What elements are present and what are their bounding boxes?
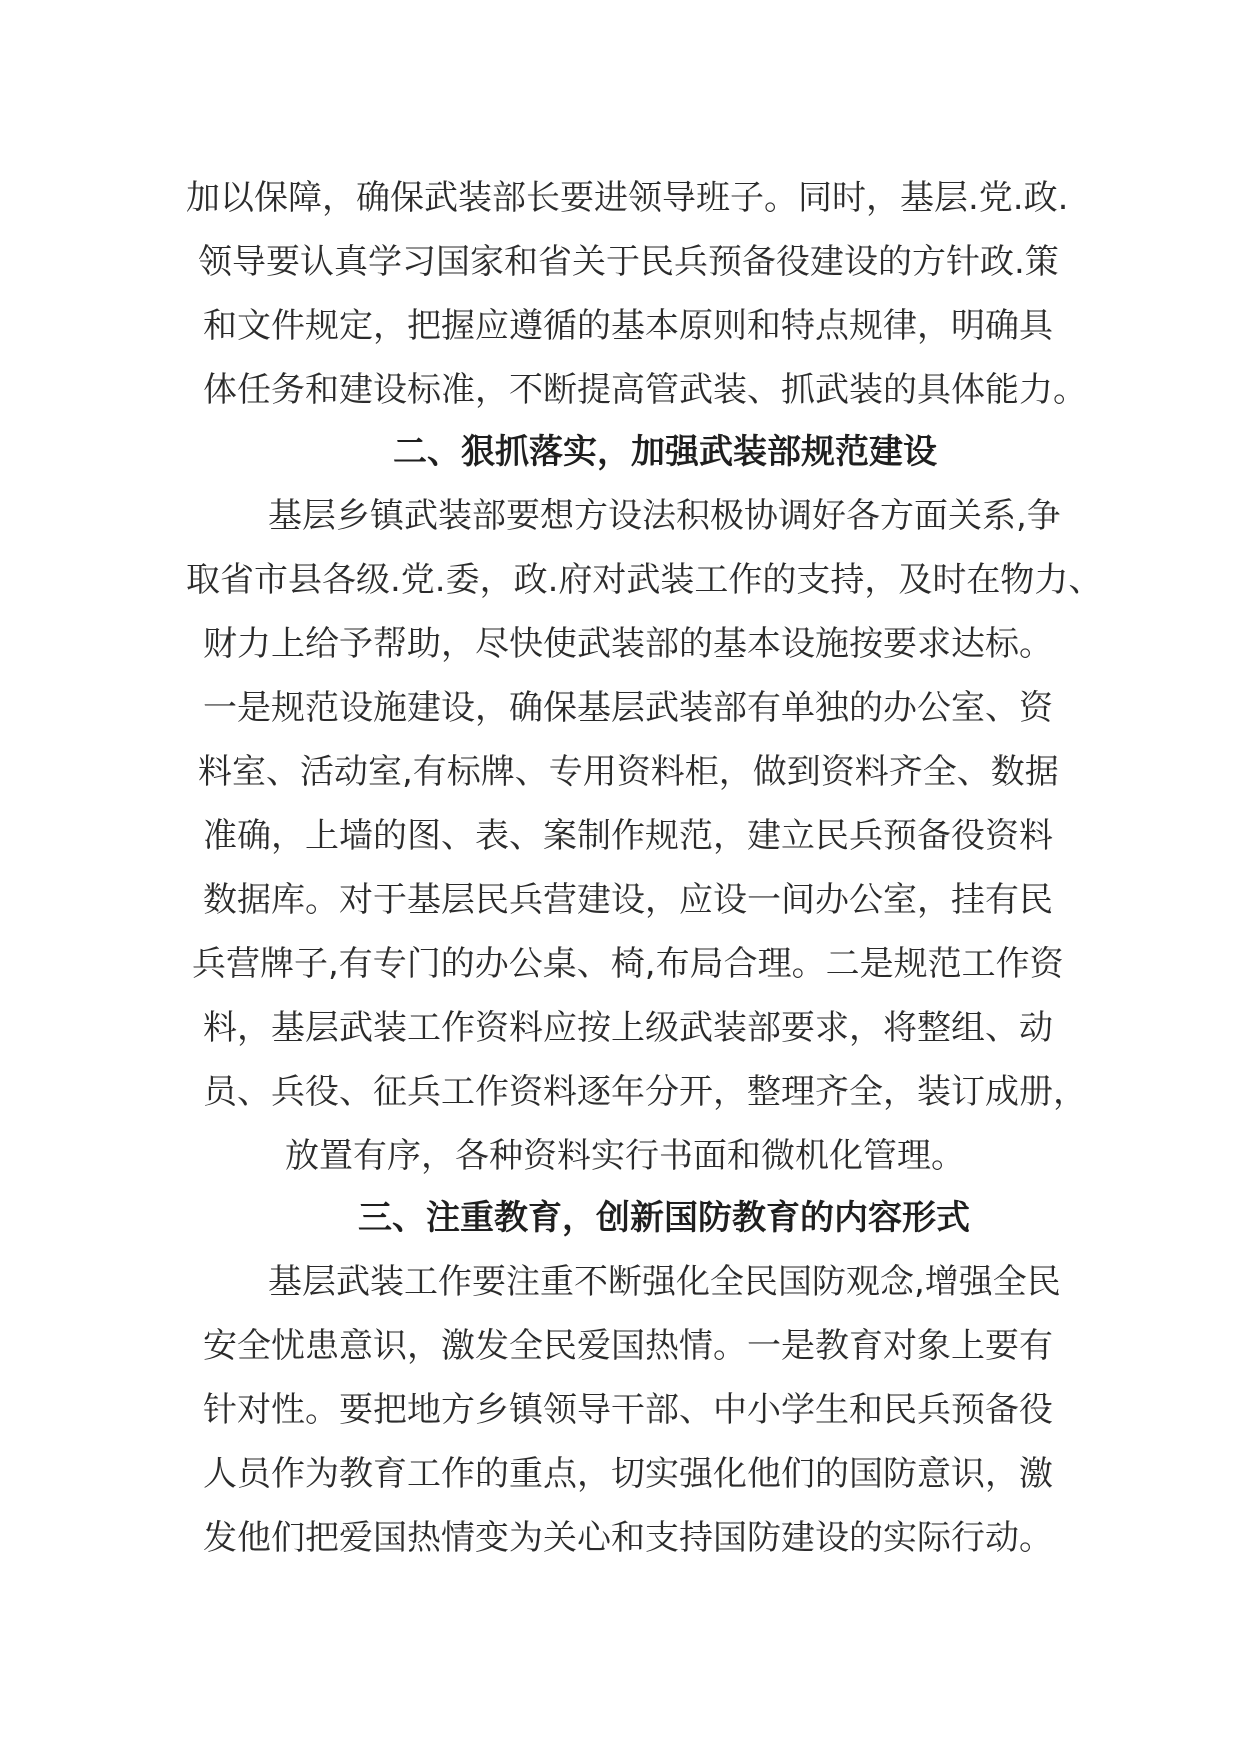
paragraph-line: 针对性。要把地方乡镇领导干部、中小学生和民兵预备役 (203, 1390, 1053, 1430)
paragraph-line: 兵营牌子,有专门的办公桌、椅,布局合理。二是规范工作资 (192, 944, 1064, 984)
paragraph-line: 发他们把爱国热情变为关心和支持国防建设的实际行动。 (203, 1518, 1053, 1558)
paragraph-line: 体任务和建设标准，不断提高管武装、抓武装的具体能力。 (203, 370, 1087, 410)
paragraph-line: 和文件规定，把握应遵循的基本原则和特点规律，明确具 (203, 306, 1053, 346)
section-heading-3: 三、注重教育，创新国防教育的内容形式 (358, 1198, 970, 1238)
paragraph-line: 一是规范设施建设，确保基层武装部有单独的办公室、资 (203, 688, 1053, 728)
paragraph-line: 基层武装工作要注重不断强化全民国防观念,增强全民 (268, 1262, 1061, 1302)
paragraph-line: 料，基层武装工作资料应按上级武装部要求，将整组、动 (203, 1008, 1053, 1048)
paragraph-line: 财力上给予帮助，尽快使武装部的基本设施按要求达标。 (203, 624, 1053, 664)
paragraph-line: 安全忧患意识，激发全民爱国热情。一是教育对象上要有 (203, 1326, 1053, 1366)
paragraph-line: 员、兵役、征兵工作资料逐年分开，整理齐全，装订成册， (203, 1072, 1087, 1112)
paragraph-line: 准确，上墙的图、表、案制作规范，建立民兵预备役资料 (203, 816, 1053, 856)
paragraph-line: 加以保障，确保武装部长要进领导班子。同时，基层.党.政. (186, 178, 1069, 218)
paragraph-line: 料室、活动室,有标牌、专用资料柜，做到资料齐全、数据 (198, 752, 1059, 792)
paragraph-line: 领导要认真学习国家和省关于民兵预备役建设的方针政.策 (198, 242, 1059, 282)
section-heading-2: 二、狠抓落实，加强武装部规范建设 (393, 432, 937, 472)
paragraph-line: 基层乡镇武装部要想方设法积极协调好各方面关系,争 (268, 496, 1061, 536)
paragraph-line: 人员作为教育工作的重点，切实强化他们的国防意识，激 (203, 1454, 1053, 1494)
paragraph-line: 取省市县各级.党.委，政.府对武装工作的支持，及时在物力、 (186, 560, 1103, 600)
paragraph-line: 数据库。对于基层民兵营建设，应设一间办公室，挂有民 (203, 880, 1053, 920)
paragraph-line: 放置有序，各种资料实行书面和微机化管理。 (285, 1136, 965, 1176)
